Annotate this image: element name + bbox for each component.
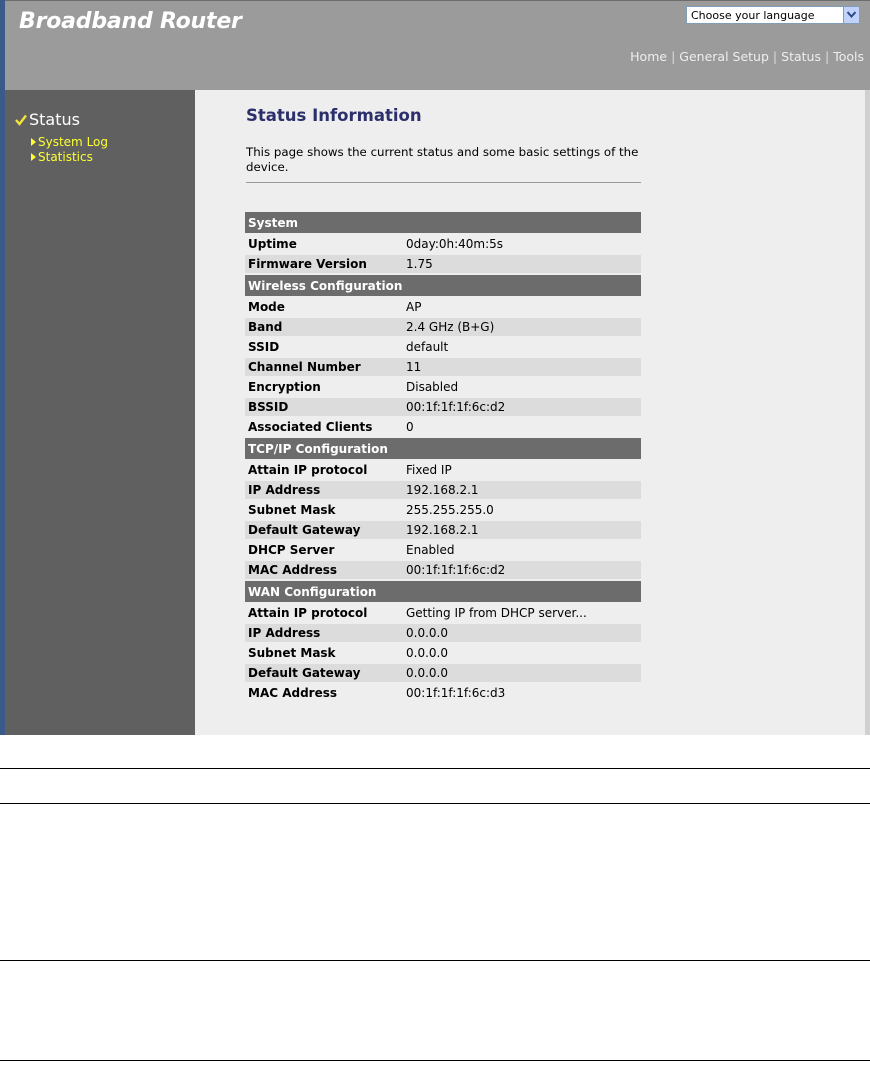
row-label: IP Address	[245, 624, 403, 642]
row-value: 1.75	[403, 255, 641, 273]
table-row	[245, 418, 641, 436]
row-value: 0.0.0.0	[403, 624, 641, 642]
row-label: Uptime	[248, 237, 297, 251]
row-value: 0	[406, 420, 414, 434]
row-label: Subnet Mask	[248, 503, 336, 517]
table-row	[245, 318, 641, 336]
row-label: IP Address	[245, 481, 403, 499]
table-row	[245, 378, 641, 396]
checkmark-icon	[15, 111, 27, 130]
table-row	[245, 664, 641, 682]
nav-home[interactable]: Home	[630, 49, 668, 64]
table-row	[245, 541, 641, 559]
row-label: Firmware Version	[245, 255, 403, 273]
content-area	[195, 90, 865, 735]
table-row	[245, 398, 641, 416]
row-label: Band	[245, 318, 403, 336]
row-label: MAC Address	[248, 686, 338, 700]
row-value: 192.168.2.1	[403, 481, 641, 499]
row-value: 11	[403, 358, 641, 376]
table-row	[245, 644, 641, 662]
language-select[interactable]	[686, 6, 860, 24]
row-label: Subnet Mask	[248, 646, 336, 660]
row-label: Default Gateway	[245, 664, 403, 682]
row-label: Associated Clients	[248, 420, 373, 434]
sidebar	[5, 90, 195, 735]
row-value: 00:1f:1f:1f:6c:d2	[403, 398, 641, 416]
status-table	[245, 210, 641, 704]
row-label: SSID	[248, 340, 280, 354]
header-bar	[5, 0, 870, 91]
row-value: Disabled	[406, 380, 459, 394]
row-value: 00:1f:1f:1f:6c:d2	[403, 561, 641, 579]
section-title: TCP/IP Configuration	[245, 438, 641, 459]
row-label: Attain IP protocol	[248, 463, 368, 477]
page-title: Status Information	[246, 106, 422, 125]
table-row	[245, 338, 641, 356]
table-row	[245, 561, 641, 579]
page-description: This page shows the current status and some basic settings of the device.	[246, 145, 639, 174]
section-title: WAN Configuration	[245, 581, 641, 602]
row-value: default	[406, 340, 449, 354]
row-value: 255.255.255.0	[406, 503, 494, 517]
language-select-value: Choose your language	[691, 9, 815, 22]
table-row	[245, 684, 641, 702]
sidebar-item-system-log[interactable]	[31, 135, 108, 149]
row-label: Channel Number	[245, 358, 403, 376]
section-title: Wireless Configuration	[245, 275, 641, 296]
row-value: Enabled	[406, 543, 455, 557]
row-value: 0.0.0.0	[403, 664, 641, 682]
row-value: Getting IP from DHCP server...	[406, 606, 587, 620]
divider	[246, 182, 641, 183]
row-label: Default Gateway	[245, 521, 403, 539]
row-label: Mode	[248, 300, 285, 314]
table-row	[245, 235, 641, 253]
divider-line	[0, 803, 870, 804]
table-row	[245, 358, 641, 376]
row-value: AP	[406, 300, 422, 314]
row-label: Attain IP protocol	[248, 606, 368, 620]
top-navigation	[630, 49, 864, 64]
triangle-right-icon	[31, 138, 36, 146]
row-value: Fixed IP	[406, 463, 452, 477]
sidebar-item-label: Statistics	[38, 150, 93, 164]
table-row	[245, 624, 641, 642]
table-row	[245, 604, 641, 622]
divider-line	[0, 768, 870, 769]
section-header	[245, 438, 641, 459]
row-value: 192.168.2.1	[403, 521, 641, 539]
table-row	[245, 521, 641, 539]
nav-status[interactable]: Status	[781, 49, 821, 64]
section-header	[245, 212, 641, 233]
row-label: DHCP Server	[248, 543, 335, 557]
row-value: 2.4 GHz (B+G)	[403, 318, 641, 336]
sidebar-item-statistics[interactable]	[31, 150, 93, 164]
section-title: System	[245, 212, 641, 233]
nav-separator: |	[671, 49, 676, 64]
sidebar-title[interactable]	[15, 110, 80, 130]
section-header	[245, 275, 641, 296]
row-value: 0day:0h:40m:5s	[406, 237, 504, 251]
table-row	[245, 298, 641, 316]
nav-general-setup[interactable]: General Setup	[679, 49, 769, 64]
row-label: Encryption	[248, 380, 321, 394]
table-row	[245, 255, 641, 273]
row-value: 0.0.0.0	[406, 646, 448, 660]
chevron-down-icon[interactable]	[843, 7, 859, 23]
sidebar-item-label: System Log	[38, 135, 108, 149]
brand-title: Broadband Router	[19, 9, 242, 34]
nav-separator: |	[824, 49, 830, 64]
section-header	[245, 581, 641, 602]
table-row	[245, 481, 641, 499]
row-label: MAC Address	[245, 561, 403, 579]
divider-line	[0, 960, 870, 961]
table-row	[245, 461, 641, 479]
nav-separator: |	[772, 49, 778, 64]
row-value: 00:1f:1f:1f:6c:d3	[406, 686, 506, 700]
row-label: BSSID	[245, 398, 403, 416]
table-row	[245, 501, 641, 519]
triangle-right-icon	[31, 153, 36, 161]
scroll-edge	[865, 90, 870, 735]
divider-line	[0, 1060, 870, 1061]
sidebar-title-label: Status	[29, 110, 80, 129]
nav-tools[interactable]: Tools	[833, 49, 864, 64]
